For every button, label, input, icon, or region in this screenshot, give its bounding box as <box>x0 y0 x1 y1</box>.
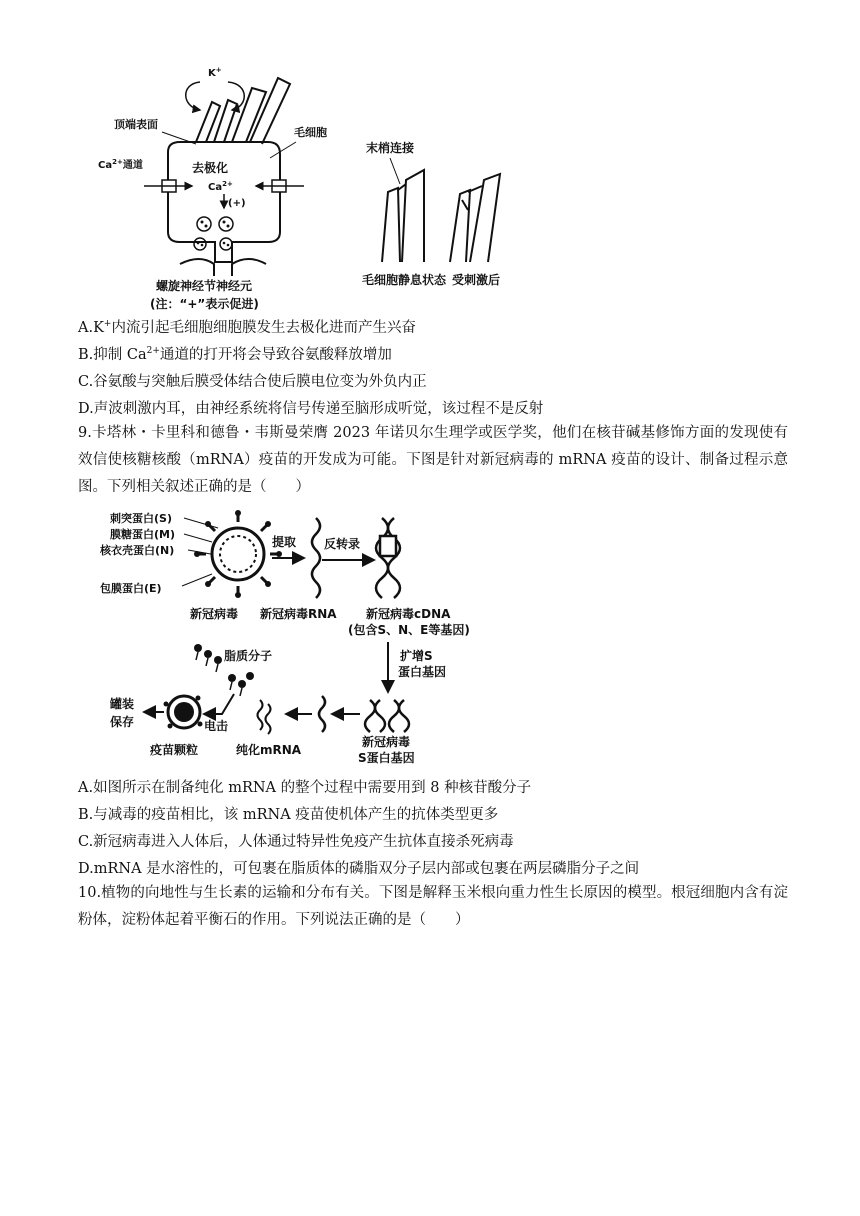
amplify-label-2: 蛋白基因 <box>398 665 447 679</box>
q8-option-a: A.K+内流引起毛细胞细胞膜发生去极化进而产生兴奋 <box>78 319 416 336</box>
q9-option-b: B.与减毒的疫苗相比，该 mRNA 疫苗使机体产生的抗体类型更多 <box>78 807 499 823</box>
stimulated-label: 受刺激后 <box>452 273 501 287</box>
k-ion-label: K+ <box>208 66 222 79</box>
ca-ion-label: $Ca^{2+}$ <box>208 180 233 193</box>
tip-link-label: 末梢连接 <box>366 141 415 155</box>
virus-label: 新冠病毒 <box>190 607 239 621</box>
stereocilia-stimulated <box>450 174 500 262</box>
purified-mrna-label: 纯化mRNA <box>236 743 302 757</box>
extract-label: 提取 <box>272 535 297 549</box>
nucleocapsid-label: 核衣壳蛋白(N) <box>100 544 175 557</box>
rest-state-label: 毛细胞静息状态 <box>362 273 447 287</box>
ca-channel-label: $Ca^{2+}$通道 <box>98 158 143 171</box>
virus-rna-label: 新冠病毒RNA <box>260 607 337 621</box>
q10-stem: 10.植物的向地性与生长素的运输和分布有关。下图是解释玉米根向重力性生长原因的模型。根冠细胞内含有淀粉体，淀粉体起着平衡石的作用。下列说法正确的是（ ） <box>78 885 788 928</box>
purified-mrna <box>258 700 271 734</box>
electroporation-label: 电击 <box>204 719 229 733</box>
q9-option-c: C.新冠病毒进入人体后，人体通过特异性免疫产生抗体直接杀死病毒 <box>78 834 514 850</box>
note-label: (注：“+”表示促进) <box>150 297 259 311</box>
s-gene-helix <box>365 700 409 732</box>
lipid-label: 脂质分子 <box>224 649 273 663</box>
q8-option-d: D.声波刺激内耳，由神经系统将信号传递至脑形成听觉，该过程不是反射 <box>78 401 544 417</box>
vaccine-particle-icon <box>164 696 203 729</box>
apical-surface-label: 顶端表面 <box>114 118 158 131</box>
stereocilia-rest <box>382 170 424 262</box>
envelope-protein-label: 包膜蛋白(E) <box>100 582 162 595</box>
storage-label-1: 罐装 <box>110 697 135 711</box>
storage-label-2: 保存 <box>110 715 135 729</box>
q8-option-b: B.抑制 $Ca^{2+}$通道的打开将会导致谷氨酸释放增加 <box>78 346 392 363</box>
s-gene-label-2: S蛋白基因 <box>358 751 415 765</box>
depolarization-label: 去极化 <box>192 161 229 175</box>
membrane-protein-label: 膜糖蛋白(M) <box>110 528 176 541</box>
q9-stem: 9.卡塔林・卡里科和德鲁・韦斯曼荣膺 2023 年诺贝尔生理学或医学奖，他们在核苷碱基修饰方面的发现使有效信使核糖核酸（mRNA）疫苗的开发成为可能。下图是针对新冠病毒的 mRNA 疫苗的设计、制备过程示意图。下列相关叙述正确的是（ ） <box>78 425 788 495</box>
transcribed-mrna <box>319 696 325 732</box>
coronavirus-icon <box>194 510 282 598</box>
hair-cell-label: 毛细胞 <box>294 126 327 139</box>
promote-label: (+) <box>228 198 246 209</box>
hair-cell-figure <box>100 62 520 312</box>
q9-option-d: D.mRNA 是水溶性的，可包裹在脂质体的磷脂双分子层内部或包裹在两层磷脂分子之间 <box>78 861 640 877</box>
vaccine-particle-label: 疫苗颗粒 <box>150 743 199 757</box>
spiral-neuron-label: 螺旋神经节神经元 <box>156 279 253 293</box>
viral-rna-strand <box>312 518 320 598</box>
s-gene-label-1: 新冠病毒 <box>362 735 411 749</box>
q9-option-a: A.如图所示在制备纯化 mRNA 的整个过程中需要用到 8 种核苷酸分子 <box>78 780 532 796</box>
stereocilia <box>196 78 290 144</box>
cdna-helix <box>376 518 400 598</box>
spike-protein-label: 刺突蛋白(S) <box>110 512 172 525</box>
q8-option-c: C.谷氨酸与突触后膜受体结合使后膜电位变为外负内正 <box>78 374 427 390</box>
mrna-vaccine-figure <box>100 508 520 770</box>
amplify-label-1: 扩增S <box>400 649 433 663</box>
cdna-note-label: (包含S、N、E等基因) <box>348 623 470 637</box>
cdna-label: 新冠病毒cDNA <box>366 607 451 621</box>
reverse-transcription-label: 反转录 <box>324 537 361 551</box>
